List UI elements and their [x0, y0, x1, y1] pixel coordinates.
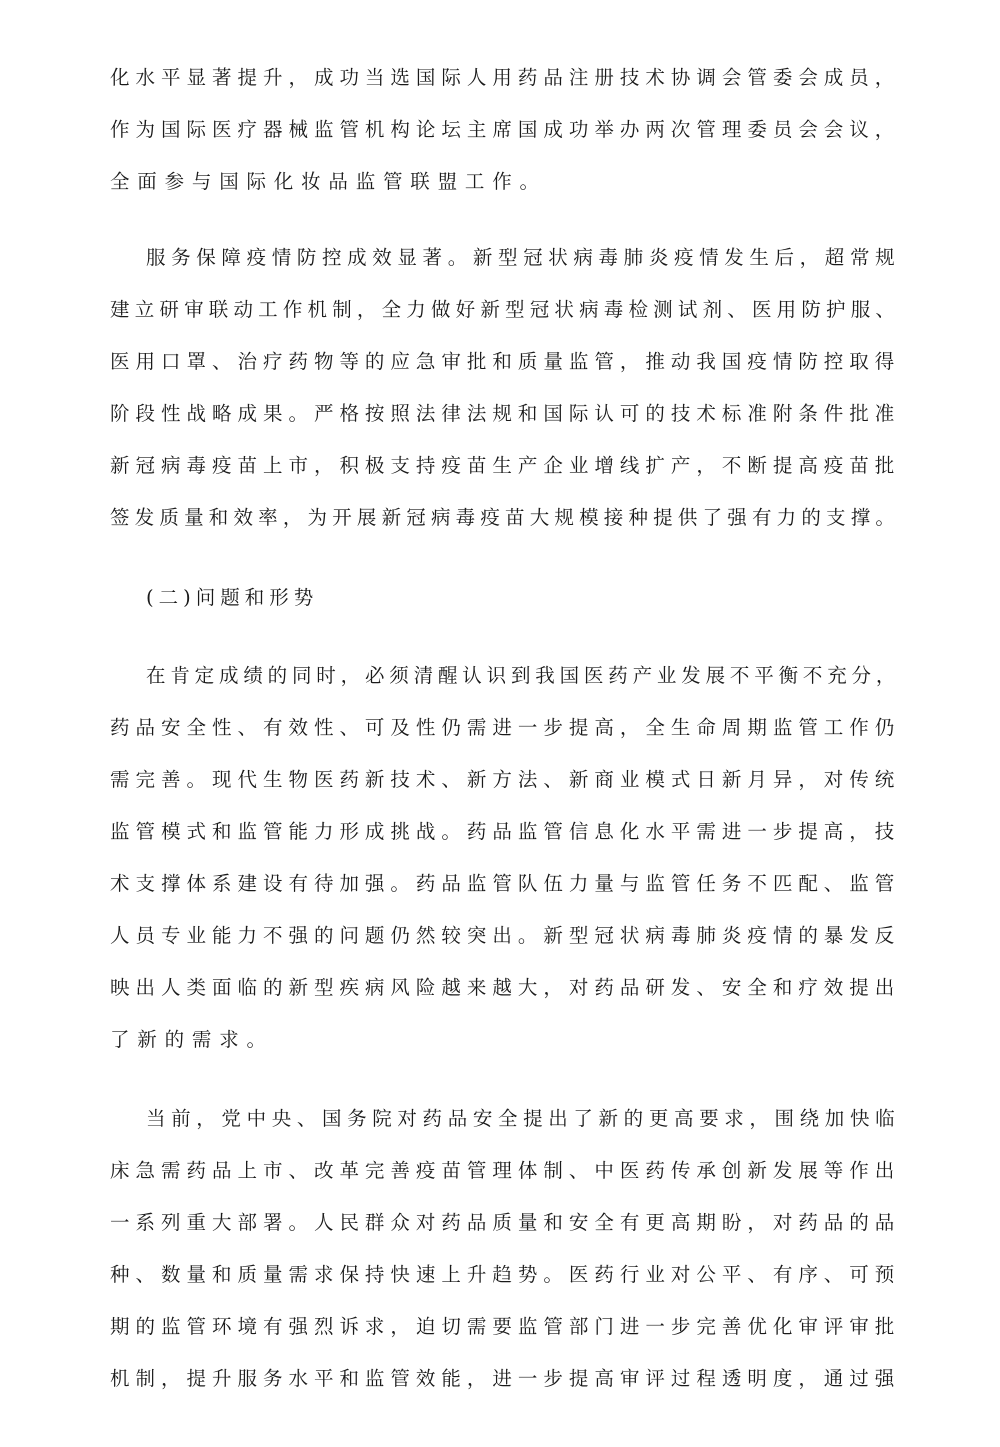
text-line: 医用口罩、治疗药物等的应急审批和质量监管，推动我国疫情防控取得	[110, 350, 900, 373]
paragraph-current-situation	[110, 1106, 900, 1418]
text-line: 一系列重大部署。人民群众对药品质量和安全有更高期盼，对药品的品	[110, 1211, 900, 1234]
text-line: 全面参与国际化妆品监管联盟工作。	[110, 170, 547, 193]
paragraph-international-cooperation	[110, 65, 900, 221]
text-line: 监管模式和监管能力形成挑战。药品监管信息化水平需进一步提高，技	[110, 820, 900, 843]
text-line: 人员专业能力不强的问题仍然较突出。新型冠状病毒肺炎疫情的暴发反	[110, 924, 900, 947]
text-line: 映出人类面临的新型疾病风险越来越大，对药品研发、安全和疗效提出	[110, 976, 900, 999]
text-line: 期的监管环境有强烈诉求，迫切需要监管部门进一步完善优化审评审批	[110, 1315, 900, 1338]
text-line: 药品安全性、有效性、可及性仍需进一步提高，全生命周期监管工作仍	[110, 716, 900, 739]
paragraph-epidemic-response	[110, 245, 900, 557]
text-line: 术支撑体系建设有待加强。药品监管队伍力量与监管任务不匹配、监管	[110, 872, 900, 895]
text-line: 服务保障疫情防控成效显著。新型冠状病毒肺炎疫情发生后，超常规	[146, 246, 900, 269]
text-line: 机制，提升服务水平和监管效能，进一步提高审评过程透明度，通过强	[110, 1367, 900, 1390]
paragraph-problems	[110, 663, 900, 1079]
text-line: 签发质量和效率，为开展新冠病毒疫苗大规模接种提供了强有力的支撑。	[110, 506, 900, 529]
section-heading	[110, 585, 900, 637]
text-line: 化水平显著提升，成功当选国际人用药品注册技术协调会管委会成员，	[110, 66, 900, 89]
text-line: 当前，党中央、国务院对药品安全提出了新的更高要求，围绕加快临	[146, 1107, 900, 1130]
text-line: 阶段性战略成果。严格按照法律法规和国际认可的技术标准附条件批准	[110, 402, 900, 425]
text-line: 种、数量和质量需求保持快速上升趋势。医药行业对公平、有序、可预	[110, 1263, 900, 1286]
section-heading-text: (二)问题和形势	[146, 586, 319, 609]
text-line: 床急需药品上市、改革完善疫苗管理体制、中医药传承创新发展等作出	[110, 1159, 900, 1182]
text-line: 需完善。现代生物医药新技术、新方法、新商业模式日新月异，对传统	[110, 768, 900, 791]
text-line: 了新的需求。	[110, 1028, 274, 1051]
text-line: 建立研审联动工作机制，全力做好新型冠状病毒检测试剂、医用防护服、	[110, 298, 900, 321]
text-line: 作为国际医疗器械监管机构论坛主席国成功举办两次管理委员会会议，	[110, 118, 900, 141]
text-line: 新冠病毒疫苗上市，积极支持疫苗生产企业增线扩产，不断提高疫苗批	[110, 454, 900, 477]
text-line: 在肯定成绩的同时，必须清醒认识到我国医药产业发展不平衡不充分，	[146, 664, 900, 687]
